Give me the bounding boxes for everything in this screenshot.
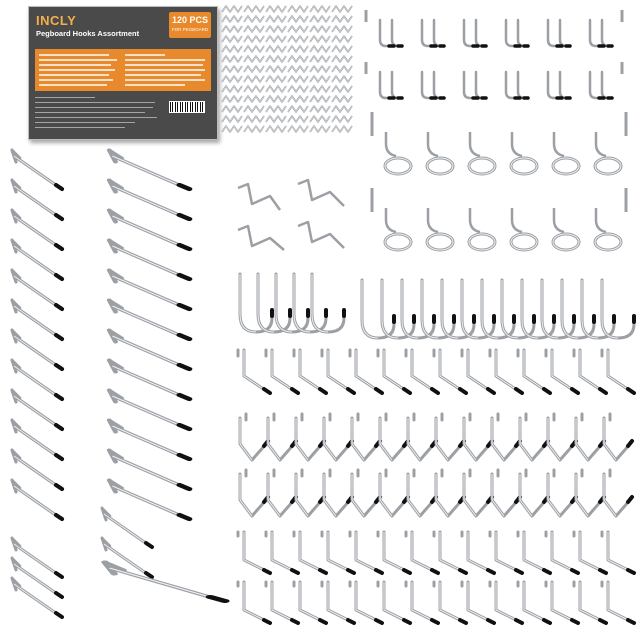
short-hooks-rows: [238, 532, 634, 623]
badge-subtext: FOR PEGBOARD: [171, 27, 209, 32]
curved-hooks-row: [240, 274, 634, 338]
double-loop-hook-bars: [366, 10, 622, 98]
brand-logo: INCLY: [36, 13, 77, 28]
long-straight-hooks: [12, 150, 189, 519]
angled-hooks-rows: [240, 414, 632, 516]
l-hooks-row: [238, 350, 634, 393]
ring-holder-bars: [372, 112, 626, 250]
pegboard-locks-grid: [222, 6, 352, 132]
product-title: Pegboard Hooks Assortment: [36, 29, 140, 38]
badge-count: 120 PCS: [171, 15, 209, 25]
loose-locks: [238, 180, 344, 250]
short-straight-hooks: [12, 508, 225, 617]
